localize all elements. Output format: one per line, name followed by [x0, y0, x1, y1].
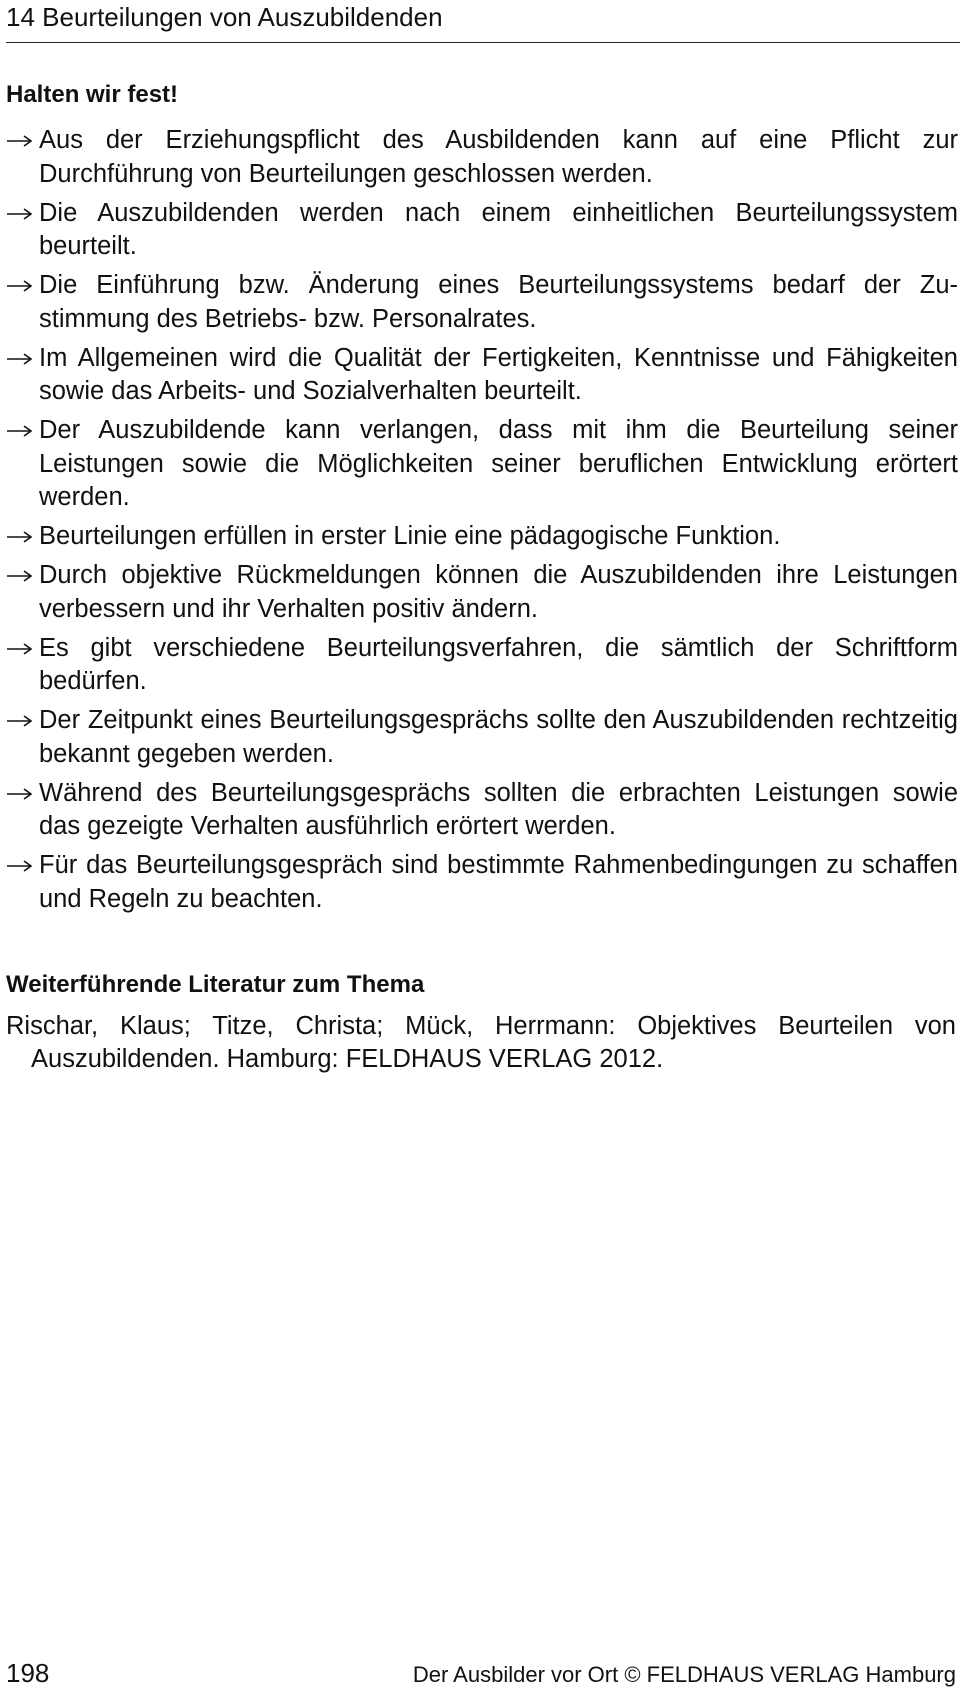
list-item-text: Der Auszubildende kann verlangen, dass mit ihm die Beurteilung seiner Leistungen sowie die Möglichkeiten seiner beruflichen Entwicklung erörtert werden.: [39, 416, 958, 511]
arrow-right-icon: [6, 642, 33, 656]
list-item: [0, 849, 960, 916]
arrow-right-icon: [6, 279, 33, 293]
list-item: [0, 342, 960, 409]
summary-list: [0, 124, 960, 922]
list-item-text: Durch objektive Rückmeldungen können die Auszubildenden ihre Leistungen verbessern und ihr Verhalten positiv ändern.: [39, 561, 958, 623]
list-item-text: Es gibt verschiedene Beurteilungsverfahren, die sämtlich der Schriftform bedürfen.: [39, 633, 958, 695]
reference-line: Auszubildenden. Hamburg: FELDHAUS VERLAG 2012.: [31, 1045, 664, 1073]
footer-publisher: Der Ausbilder vor Ort © FELDHAUS VERLAG Hamburg: [412, 1662, 956, 1687]
arrow-right-icon: [6, 714, 33, 728]
page-footer: [0, 1658, 960, 1688]
list-item-text: Während des Beurteilungsgesprächs sollten die erbrachten Leistungen sowie das gezeigte Verhalten ausführlich erörtert werden.: [39, 778, 958, 840]
list-item-text: Der Zeitpunkt eines Beurteilungsgesprächs sollte den Auszubildenden rechtzeitig bekannt gegeben werden.: [39, 706, 958, 768]
list-item: [0, 704, 960, 771]
page-number: 198: [6, 1658, 50, 1688]
arrow-right-icon: [6, 569, 33, 583]
list-item-text: Beurteilungen erfüllen in erster Linie eine pädagogische Funktion.: [39, 522, 781, 550]
arrow-right-icon: [6, 424, 33, 438]
list-item-text: Die Einführung bzw. Änderung eines Beurteilungssystems bedarf der Zustimmung des Betriebs- bzw. Personalrates.: [39, 271, 958, 333]
reference-line: Rischar, Klaus; Titze, Christa; Mück, Herrmann: Objektives Beurteilen von: [6, 1012, 956, 1040]
list-item-text: Die Auszubildenden werden nach einem einheitlichen Beurteilungssystem beurteilt.: [39, 198, 958, 260]
summary-heading: Halten wir fest!: [6, 81, 179, 108]
list-item: [0, 197, 960, 264]
arrow-right-icon: [6, 134, 33, 148]
arrow-right-icon: [6, 207, 33, 221]
literature-reference: [6, 1010, 956, 1076]
list-item: [0, 124, 960, 191]
list-item-text: Aus der Erziehungspflicht des Ausbildenden kann auf eine Pflicht zur Durchführung von Beurteilungen geschlossen werden.: [39, 126, 958, 188]
list-item: [0, 559, 960, 626]
list-item: [0, 777, 960, 844]
arrow-right-icon: [6, 352, 33, 366]
list-item: [0, 520, 960, 554]
list-item: [0, 414, 960, 515]
chapter-title: 14 Beurteilungen von Auszubildenden: [6, 2, 443, 32]
page-header: [6, 0, 960, 43]
list-item: [0, 632, 960, 699]
list-item-text: Für das Beurteilungsgespräch sind bestimmte Rahmenbedingungen zu schaffen und Regeln zu beachten.: [39, 851, 958, 913]
list-item: [0, 269, 960, 336]
arrow-right-icon: [6, 787, 33, 801]
list-item-text: Im Allgemeinen wird die Qualität der Fertigkeiten, Kenntnisse und Fähigkeiten sowie das Arbeits- und Sozialverhalten beurteilt.: [39, 343, 958, 405]
literature-heading: Weiterführende Literatur zum Thema: [6, 971, 425, 998]
arrow-right-icon: [6, 530, 33, 544]
arrow-right-icon: [6, 859, 33, 873]
